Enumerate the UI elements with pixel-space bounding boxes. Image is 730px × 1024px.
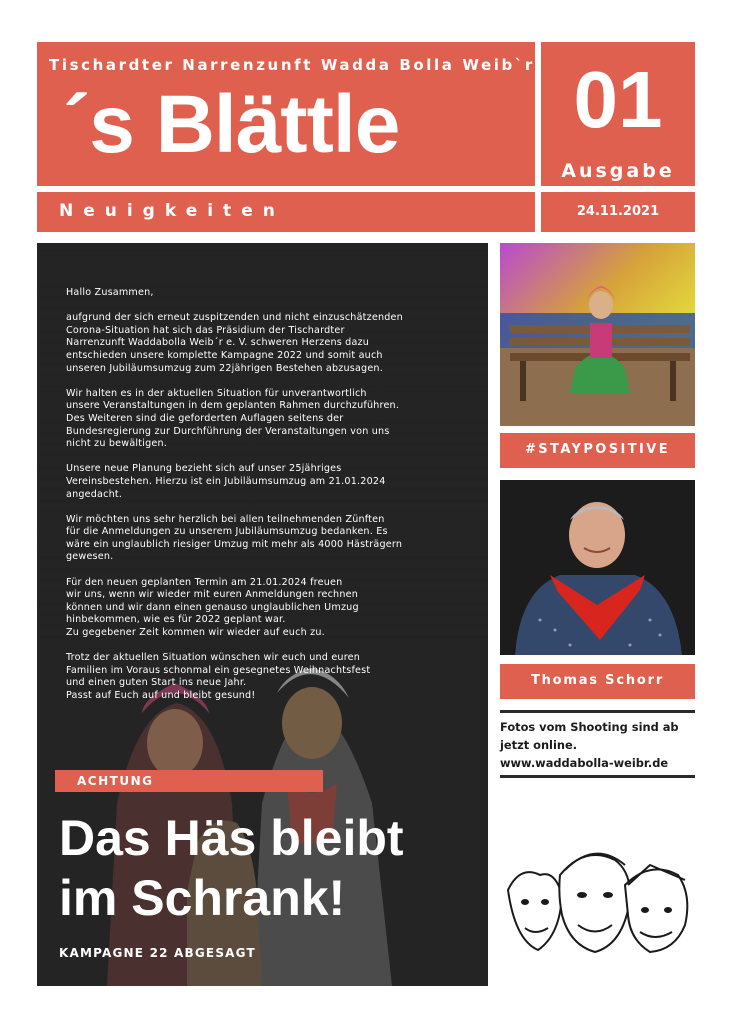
letter-paragraph: Für den neuen geplanten Termin am 21.01.2024 freuen wir uns, wenn wir wieder mit euren Anmeldungen rechnen können und wir dann einen genauso unglaublichen Umzug hinbekommen, wie es für 2022 geplant war. Zu gegebener Zeit kommen wir wieder auf euch zu.: [66, 576, 359, 639]
hashtag-text: #STAYPOSITIVE: [525, 442, 670, 457]
letter-paragraph: Wir halten es in der aktuellen Situation für unverantwortlich unsere Veranstaltungen in dem geplanten Rahmen durchzuführen. Des Weiteren sind die geforderten Auflagen seitens der Bundesregierung zur Durchführung der Veranstaltungen von uns nicht zu bewältigen.: [66, 387, 400, 450]
section-label: Neuigkeiten: [59, 201, 285, 221]
website-link[interactable]: www.waddabolla-weibr.de: [500, 756, 669, 770]
hashtag-badge: [500, 433, 695, 468]
letter-paragraph: aufgrund der sich erneut zuspitzenden und nicht einzuschätzenden Corona-Situation hat sich das Präsidium der Tischardter Narrenzunft Waddabolla Weib´r e. V. schweren Herzens dazu entschieden unsere komplette Kampagne 2022 und somit auch unseren Jubiläumsumzug zum 22jährigen Bestehen abzusagen.: [66, 312, 403, 374]
note-line: Fotos vom Shooting sind ab: [500, 720, 679, 734]
person-name-badge: [500, 664, 695, 699]
masthead: [37, 42, 535, 186]
photo-shoot-note: [500, 710, 695, 778]
date-box: [541, 192, 695, 232]
letter-paragraph: Trotz der aktuellen Situation wünschen wir euch und euren Familien im Voraus schonmal ein gesegnetes Weihnachtsfest und einen guten Start ins neue Jahr. Passt auf Euch auf und bleibt gesund!: [66, 652, 371, 701]
newsletter-title: ´s Blättle: [63, 79, 400, 170]
letter-text: [66, 287, 461, 715]
witch-on-bench-photo: [500, 243, 695, 426]
kicker-badge: ACHTUNG: [55, 770, 323, 792]
letter-paragraph: Hallo Zusammen,: [66, 287, 154, 298]
issue-label: Ausgabe: [561, 160, 675, 182]
issue-date: 24.11.2021: [576, 204, 660, 219]
feature-headline: Das Häs bleibt im Schrank!: [59, 810, 404, 926]
main-article: [37, 243, 488, 986]
feature-subline: KAMPAGNE 22 ABGESAGT: [59, 946, 256, 960]
portrait-photo: [500, 480, 695, 655]
note-line: jetzt online.: [500, 738, 578, 752]
letter-paragraph: Wir möchten uns sehr herzlich bei allen teilnehmenden Zünften für die Anmeldungen zu unserem Jubiläumsumzug bedanken. Es wäre ein unglaublich riesiger Umzug mit mehr als 4000 Hästrägern gewesen.: [66, 513, 403, 563]
carnival-masks-illustration: [500, 840, 695, 960]
letter-paragraph: Unsere neue Planung bezieht sich auf unser 25jähriges Vereinsbestehen. Hierzu ist ein Jubiläumsumzug am 21.01.2024 angedacht.: [66, 463, 386, 500]
club-tagline: Tischardter Narrenzunft Wadda Bolla Weib`r: [49, 56, 535, 74]
person-name: Thomas Schorr: [530, 673, 665, 688]
issue-number: 01: [573, 55, 663, 144]
issue-box: [541, 42, 695, 186]
section-bar: [37, 192, 535, 232]
